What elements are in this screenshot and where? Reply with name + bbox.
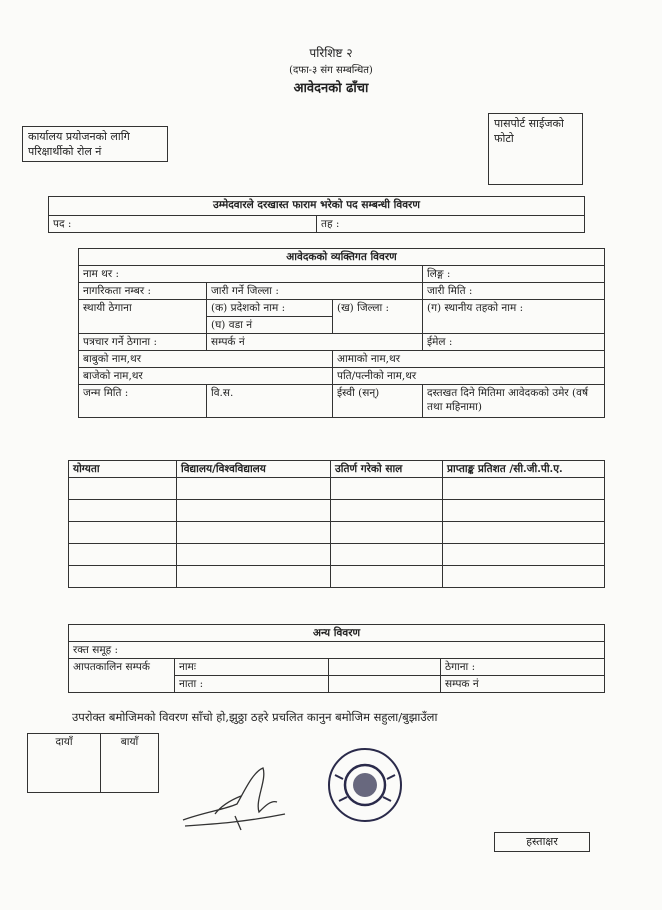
dob-ad-field[interactable]: ईस्वी (सन्) — [333, 385, 423, 418]
declaration-text: उपरोक्त बमोजिमको विवरण साँचो हो,झुठ्ठा ठहरे प्रचलित कानुन बमोजिम सहुला/बुझाउँला — [72, 710, 438, 724]
post-section-title: उम्मेदवारले दरखास्त फाराम भरेको पद सम्बन्धी विवरण — [49, 197, 585, 216]
post-field[interactable] — [49, 216, 317, 233]
related-section-note: (दफा-३ संग सम्बन्धित) — [289, 65, 373, 76]
table-cell[interactable] — [177, 478, 331, 500]
emergency-contact-label: आपतकालिन सम्पर्क — [69, 659, 175, 693]
table-cell[interactable] — [177, 500, 331, 522]
dob-vs-field[interactable]: वि.स. — [207, 385, 333, 418]
age-field[interactable]: दस्तखत दिने मितिमा आवेदकको उमेर (वर्ष तथा महिनामा) — [423, 385, 605, 418]
thumbprint-table — [27, 733, 159, 793]
table-cell[interactable] — [69, 478, 177, 500]
level-label: तह : — [321, 218, 340, 230]
father-name-field[interactable]: बाबुको नाम,थर — [79, 351, 333, 368]
table-cell[interactable] — [69, 566, 177, 588]
thumb-left-label: बायाँ — [120, 736, 139, 748]
issue-date-field[interactable]: जारी मिति : — [423, 283, 605, 300]
table-cell[interactable] — [69, 522, 177, 544]
table-cell[interactable] — [177, 522, 331, 544]
thumb-left-box[interactable] — [101, 734, 159, 793]
mother-name-field[interactable]: आमाको नाम,थर — [333, 351, 605, 368]
table-cell[interactable] — [443, 478, 605, 500]
table-cell[interactable] — [443, 566, 605, 588]
emergency-contact-no-field[interactable]: सम्पक नं — [441, 676, 605, 693]
edu-col-institution: विद्यालय/विश्वविद्यालय — [177, 461, 331, 478]
district-field[interactable]: (ख) जिल्ला : — [333, 300, 423, 334]
table-cell[interactable] — [443, 500, 605, 522]
table-cell[interactable] — [177, 566, 331, 588]
emergency-address-field[interactable]: ठेगाना : — [441, 659, 605, 676]
personal-section-title: आवेदकको व्यक्तिगत विवरण — [79, 249, 605, 266]
table-row — [69, 544, 605, 566]
table-cell[interactable] — [331, 566, 443, 588]
table-row — [69, 566, 605, 588]
mailing-address-field[interactable]: पत्रचार गर्ने ठेगाना : — [79, 334, 207, 351]
signature-box[interactable] — [494, 832, 590, 852]
form-title: आवेदनको ढाँचा — [293, 81, 369, 96]
emergency-blank-1[interactable] — [329, 659, 441, 676]
photo-box-line1: पासपोर्ट साईजको — [494, 117, 564, 130]
personal-table — [78, 248, 605, 418]
table-cell[interactable] — [443, 522, 605, 544]
table-cell[interactable] — [69, 544, 177, 566]
table-cell[interactable] — [69, 500, 177, 522]
photo-box[interactable] — [488, 113, 583, 185]
province-field[interactable]: (क) प्रदेशको नाम : — [207, 300, 333, 317]
office-seal — [325, 745, 405, 825]
dob-label: जन्म मिति : — [79, 385, 207, 418]
other-table — [68, 624, 605, 693]
table-cell[interactable] — [331, 478, 443, 500]
emergency-blank-2[interactable] — [329, 676, 441, 693]
permanent-address-label: स्थायी ठेगाना — [79, 300, 207, 334]
level-field[interactable] — [317, 216, 585, 233]
table-cell[interactable] — [331, 544, 443, 566]
table-row — [69, 478, 605, 500]
name-field[interactable]: नाम थर : — [79, 266, 423, 283]
table-row — [69, 522, 605, 544]
blood-group-field[interactable]: रक्त समूह : — [69, 642, 605, 659]
gender-field[interactable]: लिङ्ग : — [423, 266, 605, 283]
photo-box-line2: फोटो — [494, 132, 514, 145]
handwritten-signature — [175, 760, 295, 840]
office-use-box — [22, 126, 168, 162]
table-cell[interactable] — [443, 544, 605, 566]
edu-col-pass-year: उतिर्ण गरेको साल — [331, 461, 443, 478]
education-table — [68, 460, 605, 588]
post-table — [48, 196, 585, 233]
office-use-line2: परिक्षार्थीको रोल नं — [28, 145, 102, 158]
ward-no-field[interactable]: (घ) वडा नं — [207, 317, 333, 334]
signature-label: हस्ताक्षर — [526, 835, 558, 848]
edu-col-qualification: योग्यता — [69, 461, 177, 478]
edu-col-percentage: प्राप्ताङ्क प्रतिशत /सी.जी.पी.ए. — [443, 461, 605, 478]
table-cell[interactable] — [331, 500, 443, 522]
local-level-field[interactable]: (ग) स्थानीय तहको नाम : — [423, 300, 605, 334]
thumb-right-label: दायाँ — [55, 736, 73, 748]
contact-no-field[interactable]: सम्पर्क नं — [207, 334, 423, 351]
emergency-name-field[interactable]: नामः — [175, 659, 329, 676]
emergency-relation-field[interactable]: नाता : — [175, 676, 329, 693]
issue-district-field[interactable]: जारी गर्ने जिल्ला : — [207, 283, 423, 300]
table-cell[interactable] — [331, 522, 443, 544]
spouse-name-field[interactable]: पति/पत्नीको नाम,थर — [333, 368, 605, 385]
post-label: पद : — [53, 218, 72, 230]
other-section-title: अन्य विवरण — [69, 625, 605, 642]
email-field[interactable]: ईमेल : — [423, 334, 605, 351]
thumb-right-box[interactable] — [28, 734, 101, 793]
grandfather-name-field[interactable]: बाजेको नाम,थर — [79, 368, 333, 385]
appendix-heading: परिशिष्ट २ — [309, 46, 353, 60]
table-row — [69, 500, 605, 522]
office-use-line1: कार्यालय प्रयोजनको लागि — [28, 130, 130, 143]
table-cell[interactable] — [177, 544, 331, 566]
citizenship-no-field[interactable]: नागरिकता नम्बर : — [79, 283, 207, 300]
